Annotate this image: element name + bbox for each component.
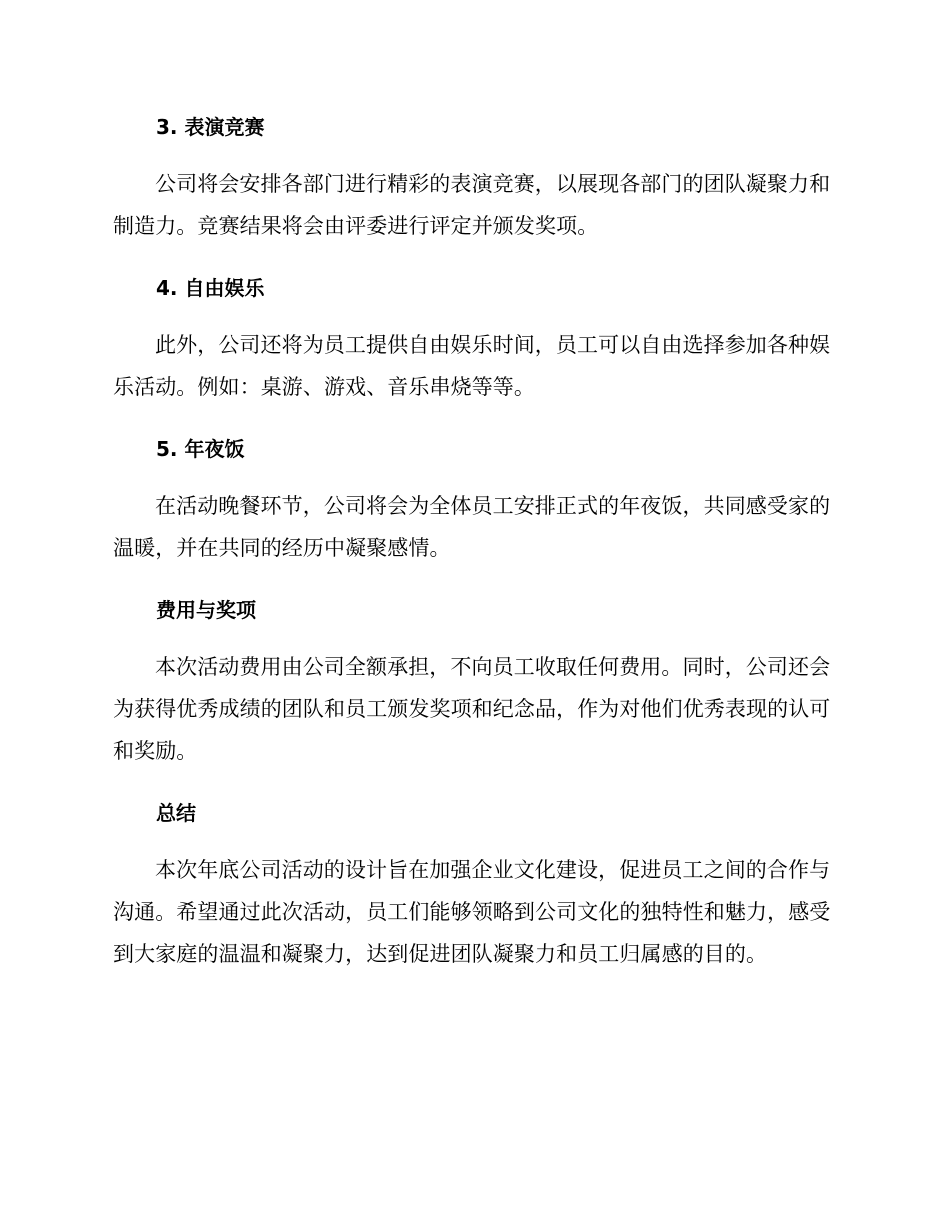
section-heading-costs-and-awards: 费用与奖项	[156, 598, 256, 622]
section-body-performance-contest: 公司将会安排各部门进行精彩的表演竞赛，以展现各部门的团队凝聚力和制造力。竞赛结果将会由评委进行评定并颁发奖项。	[113, 172, 831, 238]
section-body-summary: 本次年底公司活动的设计旨在加强企业文化建设，促进员工之间的合作与沟通。希望通过此次活动，员工们能够领略到公司文化的独特性和魅力，感受到大家庭的温温和凝聚力，达到促进团队凝聚力和员工归属感的目的。	[113, 858, 831, 966]
section-body-new-year-dinner: 在活动晚餐环节，公司将会为全体员工安排正式的年夜饭，共同感受家的温暖，并在共同的经历中凝聚感情。	[113, 494, 831, 560]
section-body-free-entertainment: 此外，公司还将为员工提供自由娱乐时间，员工可以自由选择参加各种娱乐活动。例如：桌游、游戏、音乐串烧等等。	[113, 333, 831, 399]
section-heading-new-year-dinner: 5. 年夜饭	[156, 437, 245, 461]
section-body-costs-and-awards: 本次活动费用由公司全额承担，不向员工收取任何费用。同时，公司还会为获得优秀成绩的团队和员工颁发奖项和纪念品，作为对他们优秀表现的认可和奖励。	[113, 655, 831, 763]
section-heading-performance-contest: 3. 表演竞赛	[156, 115, 265, 139]
section-heading-free-entertainment: 4. 自由娱乐	[156, 276, 265, 300]
section-heading-summary: 总结	[156, 801, 196, 825]
